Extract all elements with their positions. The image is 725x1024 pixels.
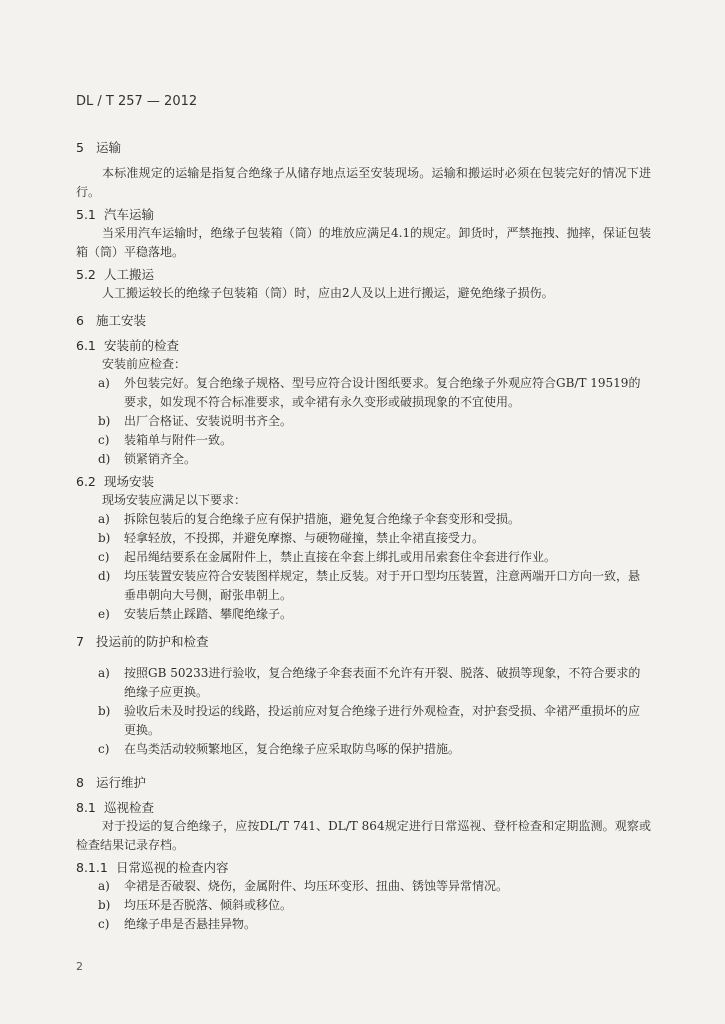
list-item: c) 在鸟类活动较频繁地区，复合绝缘子应采取防鸟啄的保护措施。 xyxy=(98,742,461,756)
section-7-heading: 7 投运前的防护和检查 xyxy=(76,634,209,649)
list-item: d) 均压装置安装应符合安装图样规定，禁止反装。对于开口型均压装置，注意两端开口方向一致，悬垂串朝向大号侧，耐张串朝上。 xyxy=(98,569,641,602)
section-6-2-intro: 现场安装应满足以下要求： xyxy=(102,493,247,507)
section-5-2-heading: 5.2 人工搬运 xyxy=(76,267,155,282)
list-item: b) 验收后未及时投运的线路，投运前应对复合绝缘子进行外观检查，对护套受损、伞裙严重损坏的应更换。 xyxy=(98,704,641,737)
page-content xyxy=(76,130,651,934)
list-item: c) 装箱单与附件一致。 xyxy=(98,433,233,447)
section-8-1-1-heading: 8.1.1 日常巡视的检查内容 xyxy=(76,860,229,875)
section-8-1-para: 对于投运的复合绝缘子，应按DL/T 741、DL/T 864规定进行日常巡视、登杆检查和定期监测。观察或检查结果记录存档。 xyxy=(76,819,651,852)
section-8-heading: 8 运行维护 xyxy=(76,775,147,790)
section-5-para: 本标准规定的运输是指复合绝缘子从储存地点运至安装现场。运输和搬运时必须在包装完好的情况下进行。 xyxy=(76,166,651,199)
list-item: a) 外包装完好。复合绝缘子规格、型号应符合设计图纸要求。复合绝缘子外观应符合GB/T 19519的要求，如发现不符合标准要求，或伞裙有永久变形或破损现象的不宜使用。 xyxy=(98,376,641,409)
section-6-2-heading: 6.2 现场安装 xyxy=(76,474,155,489)
section-5-1-para: 当采用汽车运输时，绝缘子包装箱（筒）的堆放应满足4.1的规定。卸货时，严禁拖拽、抛摔，保证包装箱（筒）平稳落地。 xyxy=(76,226,651,259)
section-6-heading: 6 施工安装 xyxy=(76,313,147,328)
list-item: e) 安装后禁止踩踏、攀爬绝缘子。 xyxy=(98,607,293,621)
section-5-2-para: 人工搬运较长的绝缘子包装箱（筒）时，应由2人及以上进行搬运，避免绝缘子损伤。 xyxy=(102,286,554,300)
list-item: c) 绝缘子串是否悬挂异物。 xyxy=(98,917,257,931)
standard-code: DL / T 257 — 2012 xyxy=(76,94,198,109)
list-item: b) 均压环是否脱落、倾斜或移位。 xyxy=(98,898,293,912)
list-item: b) 轻拿轻放，不投掷，并避免摩擦、与硬物碰撞，禁止伞裙直接受力。 xyxy=(98,531,485,545)
list-item: b) 出厂合格证、安装说明书齐全。 xyxy=(98,414,293,428)
page-number: 2 xyxy=(76,960,83,973)
list-item: a) 拆除包装后的复合绝缘子应有保护措施，避免复合绝缘子伞套变形和受损。 xyxy=(98,512,521,526)
section-8-1-heading: 8.1 巡视检查 xyxy=(76,800,155,815)
list-item: c) 起吊绳结要系在金属附件上，禁止直接在伞套上绑扎或用吊索套住伞套进行作业。 xyxy=(98,550,557,564)
section-6-1-heading: 6.1 安装前的检查 xyxy=(76,338,180,353)
section-5-1-heading: 5.1 汽车运输 xyxy=(76,207,155,222)
section-6-1-intro: 安装前应检查： xyxy=(102,357,187,371)
section-5-heading: 5 运输 xyxy=(76,140,122,155)
list-item: d) 锁紧销齐全。 xyxy=(98,452,197,466)
spacer xyxy=(76,759,651,765)
list-item: a) 按照GB 50233进行验收，复合绝缘子伞套表面不允许有开裂、脱落、破损等现象，不符合要求的绝缘子应更换。 xyxy=(98,666,641,699)
list-item: a) 伞裙是否破裂、烧伤，金属附件、均压环变形、扭曲、锈蚀等异常情况。 xyxy=(98,879,509,893)
